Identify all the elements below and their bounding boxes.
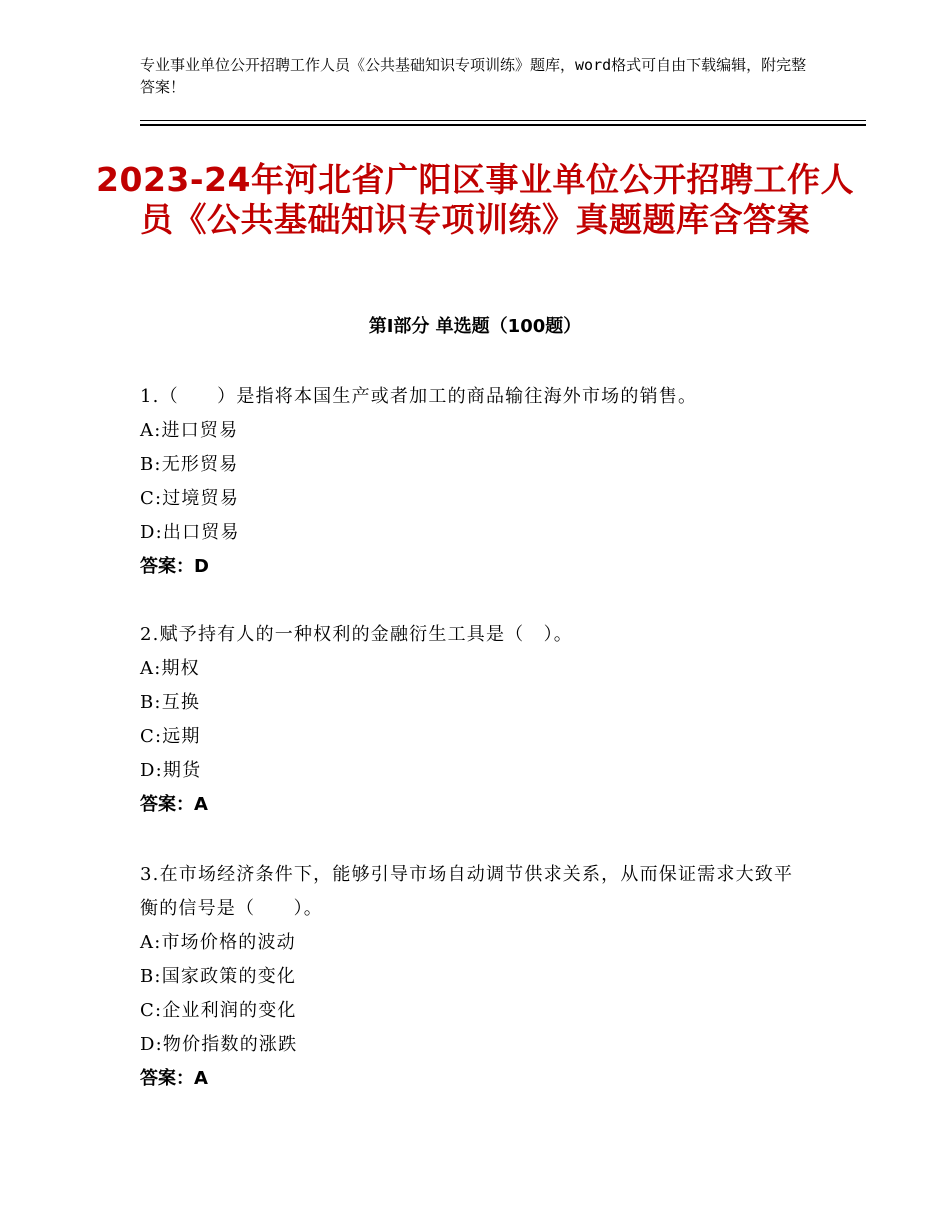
document-title: 2023-24年河北省广阳区事业单位公开招聘工作人员《公共基础知识专项训练》真题题库含答案 [96,160,854,239]
question-stem: 1.（ ）是指将本国生产或者加工的商品输往海外市场的销售。 [140,386,698,407]
section-heading: 第Ⅰ部分 单选题（100题） [368,316,582,337]
question-stem: 2.赋予持有人的一种权利的金融衍生工具是（ ）。 [140,624,573,645]
header-divider-thick [140,124,866,126]
option-b: B:无形贸易 [140,454,239,475]
answer: 答案：D [140,556,209,577]
option-c: C:企业利润的变化 [140,1000,297,1021]
option-b: B:互换 [140,692,201,713]
answer: 答案：A [140,1068,208,1089]
option-a: A:期权 [140,658,200,679]
option-a: A:进口贸易 [140,420,239,441]
question-3 [140,858,810,1096]
option-d: D:出口贸易 [140,522,240,543]
question-2 [140,618,810,822]
question-stem: 3.在市场经济条件下，能够引导市场自动调节供求关系，从而保证需求大致平衡的信号是（ ）。 [140,864,794,919]
question-1 [140,380,810,584]
option-a: A:市场价格的波动 [140,932,296,953]
option-d: D:期货 [140,760,202,781]
option-c: C:过境贸易 [140,488,240,509]
option-b: B:国家政策的变化 [140,966,297,987]
header-divider-thin [140,120,866,121]
answer: 答案：A [140,794,208,815]
option-d: D:物价指数的涨跌 [140,1034,298,1055]
header-note: 专业事业单位公开招聘工作人员《公共基础知识专项训练》题库，word格式可自由下载编辑，附完整答案！ [140,56,807,96]
option-c: C:远期 [140,726,201,747]
